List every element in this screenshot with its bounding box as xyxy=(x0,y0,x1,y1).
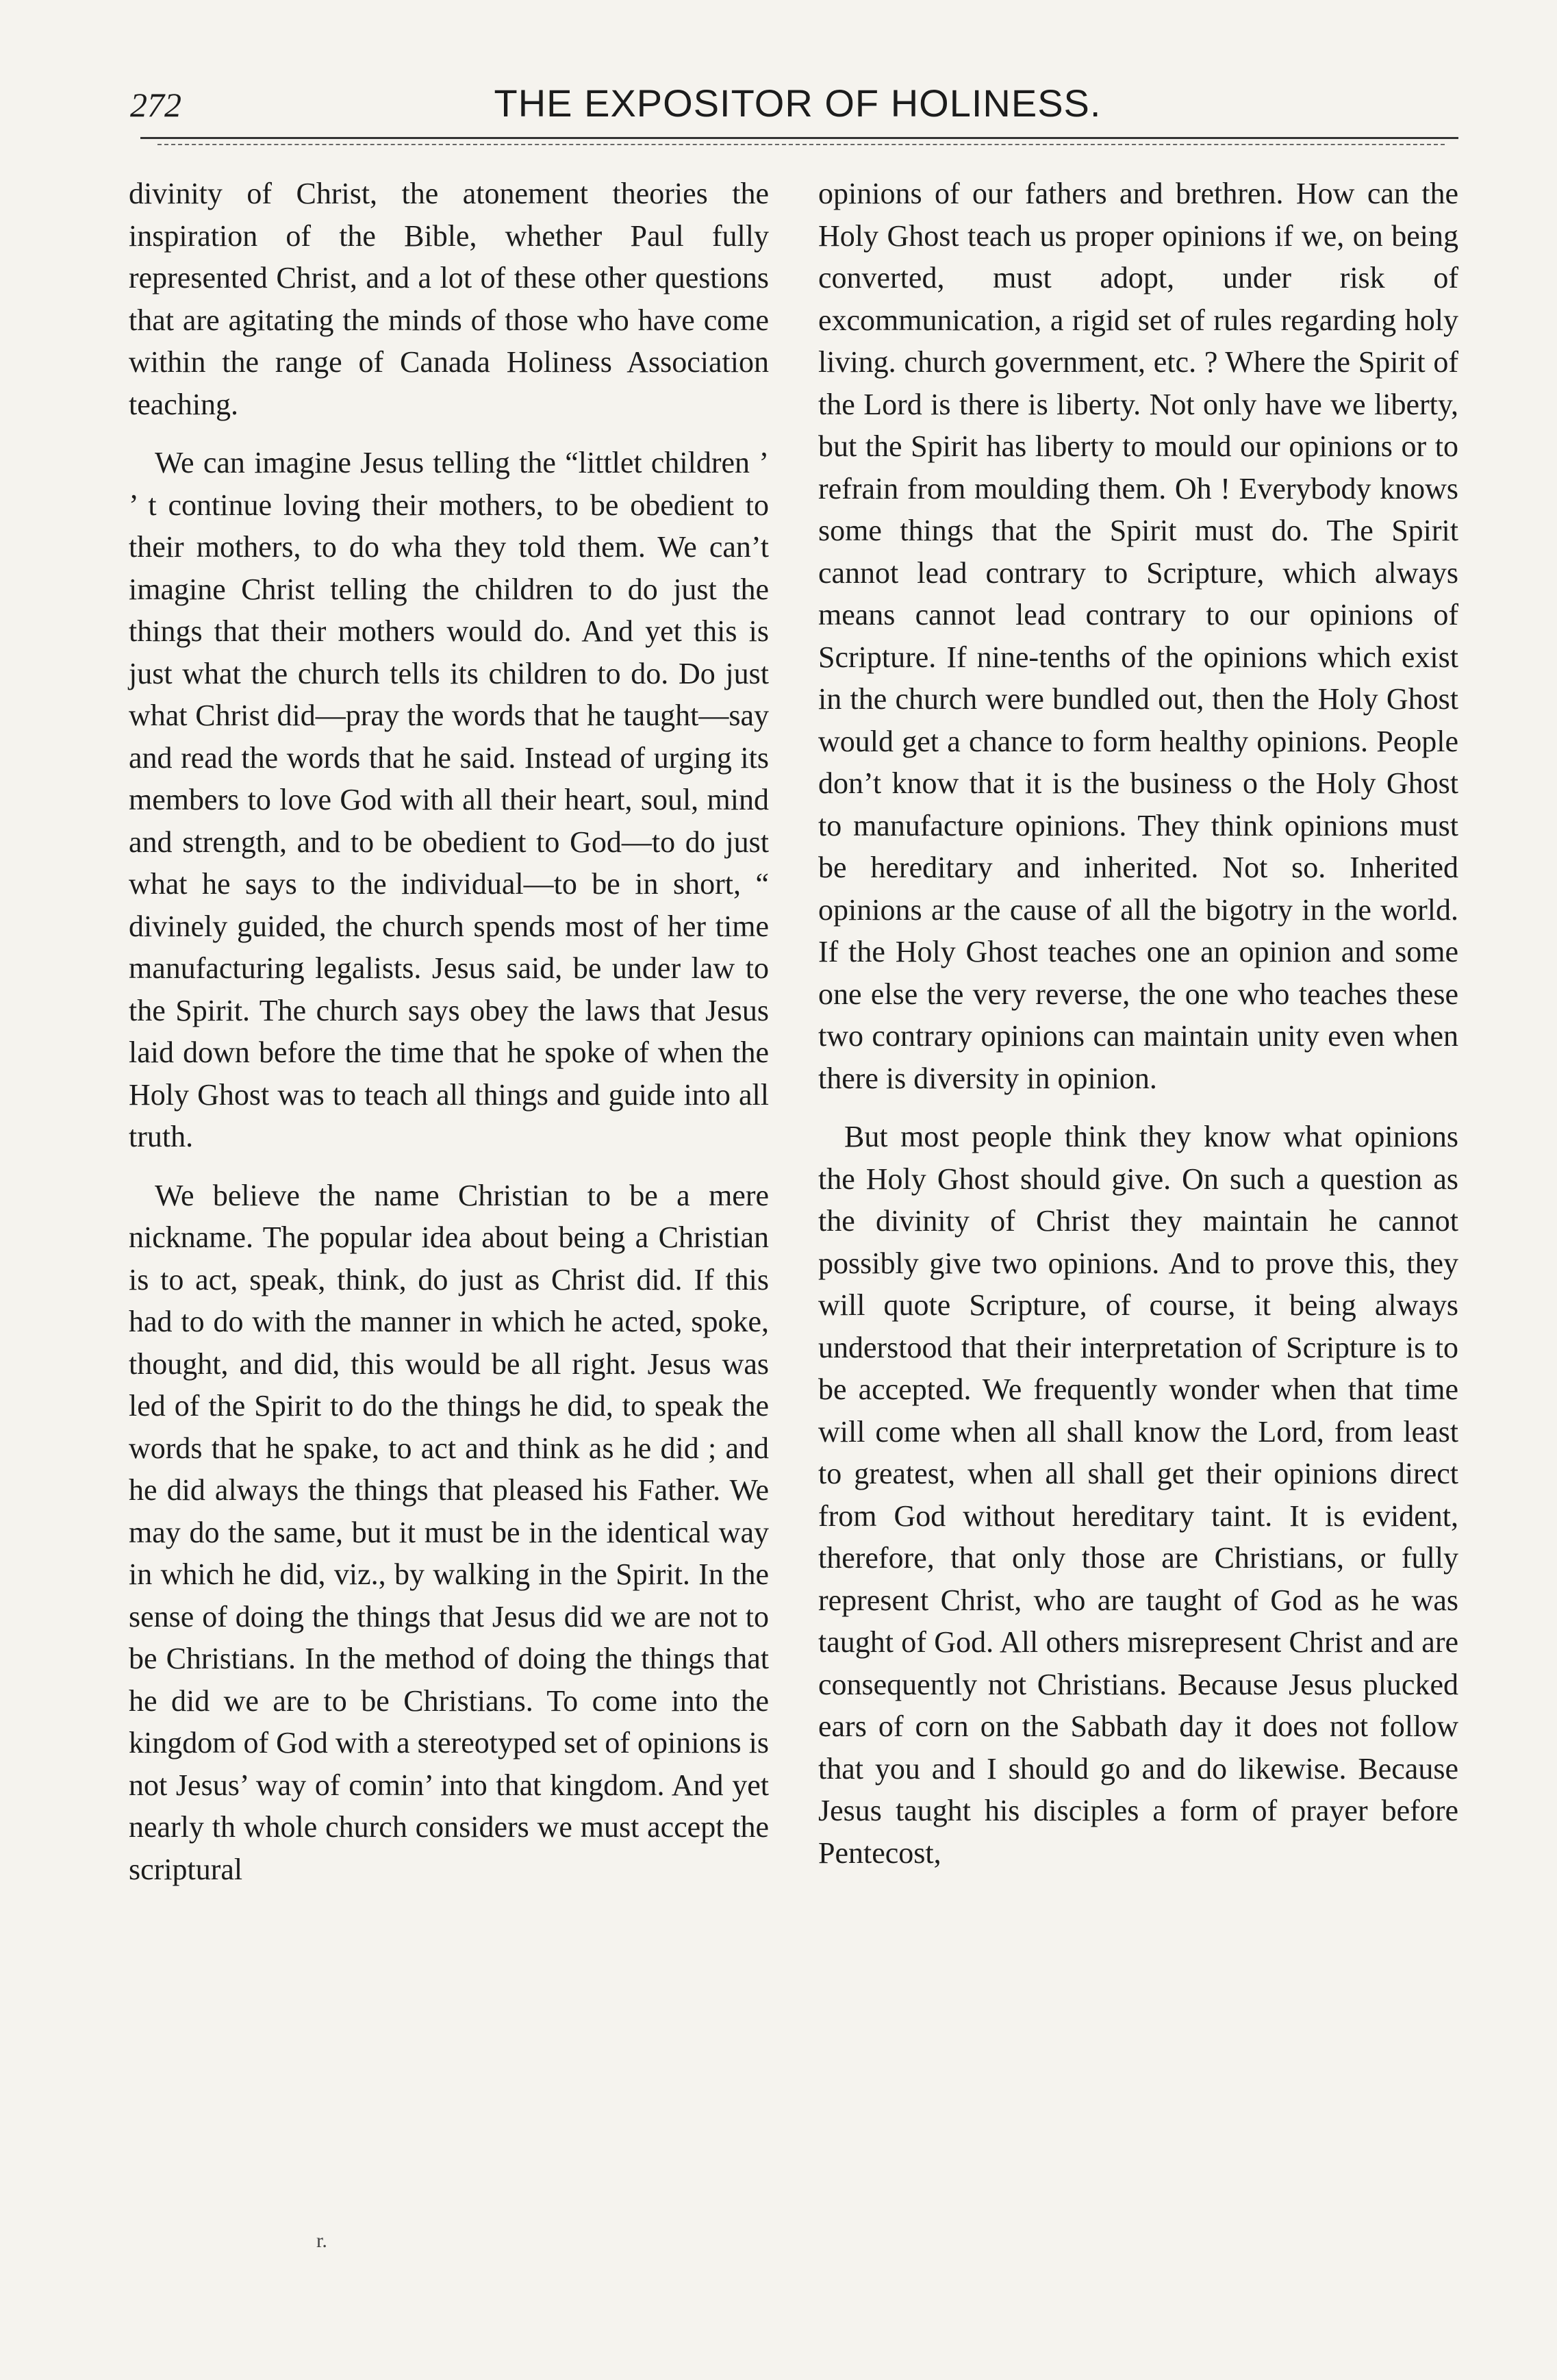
page-number: 272 xyxy=(130,86,181,124)
page-title: THE EXPOSITOR OF HOLINESS. xyxy=(494,82,1102,125)
right-column xyxy=(818,173,1458,1874)
footer-mark: r. xyxy=(316,2229,327,2252)
running-header xyxy=(130,81,1465,136)
paragraph: We believe the name Christian to be a mere nickname. The popular idea about being a Christian is to act, speak, think, do just as Christ did. If this had to do with the manner in which he acted, spoke, thought, and did, this would be all right. Jesus was led of the Spirit to do the things he did, to speak the words that he spake, to act and think as he did ; and he did always the things that pleased his Father. We may do the same, but it must be in the identical way in which he did, viz., by walking in the Spirit. In the sense of doing the things that Jesus did we are not to be Christians. In the method of doing the things that he did we are to be Christians. To come into the kingdom of God with a stereotyped set of opinions is not Jesus’ way of comin’ into that kingdom. And yet nearly th whole church considers we must accept the scriptural xyxy=(129,1178,769,1886)
header-rule xyxy=(140,137,1458,139)
header-rule-secondary xyxy=(157,144,1445,145)
paragraph: divinity of Christ, the atonement theories the inspiration of the Bible, whether Paul fully represented Christ, and a lot of these other questions that are agitating the minds of those who have come within the range of Canada Holiness Association teaching. xyxy=(129,177,769,421)
left-column xyxy=(129,173,769,1890)
paragraph: But most people think they know what opinions the Holy Ghost should give. On such a question as the divinity of Christ they maintain he cannot possibly give two opinions. And to prove this, they will quote Scripture, of course, it being always understood that their interpretation of Scripture is to be accepted. We frequently wonder when that time will come when all shall know the Lord, from least to greatest, when all shall get their opinions direct from God without hereditary taint. It is evident, therefore, that only those are Christians, or fully represent Christ, who are taught of God as he was taught of God. All others misrepresent Christ and are consequently not Christians. Because Jesus plucked ears of corn on the Sabbath day it does not follow that you and I should go and do likewise. Because Jesus taught his disciples a form of prayer before Pentecost, xyxy=(818,1120,1458,1870)
paragraph: We can imagine Jesus telling the “littlet children ’ ’ t continue loving their mothers, to be obedient to their mothers, to do wha they told them. We can’t imagine Christ telling the children to do just the things that their mothers would do. And yet this is just what the church tells its children to do. Do just what Christ did—pray the words that he taught—say and read the words that he said. Instead of urging its members to love God with all their heart, soul, mind and strength, and to be obedient to God—to do just what he says to the individual—to be in short, “ divinely guided, the church spends most of her time manufacturing legalists. Jesus said, be under law to the Spirit. The church says obey the laws that Jesus laid down before the time that he spoke of when the Holy Ghost was to teach all things and guide into all truth. xyxy=(129,446,769,1153)
paragraph: opinions of our fathers and brethren. How can the Holy Ghost teach us proper opinions if we, on being converted, must adopt, under risk of excommunication, a rigid set of rules regarding holy living. church government, etc. ? Where the Spirit of the Lord is there is liberty. Not only have we liberty, but the Spirit has liberty to mould our opinions or to refrain from moulding them. Oh ! Everybody knows some things that the Spirit must do. The Spirit cannot lead contrary to Scripture, which always means cannot lead contrary to our opinions of Scripture. If nine-tenths of the opinions which exist in the church were bundled out, then the Holy Ghost would get a chance to form healthy opinions. People don’t know that it is the business o the Holy Ghost to manufacture opinions. They think opinions must be hereditary and inherited. Not so. Inherited opinions ar the cause of all the bigotry in the world. If the Holy Ghost teaches one an opinion and some one else the very reverse, the one who teaches these two contrary opinions can maintain unity even when there is diversity in opinion. xyxy=(818,177,1458,1095)
